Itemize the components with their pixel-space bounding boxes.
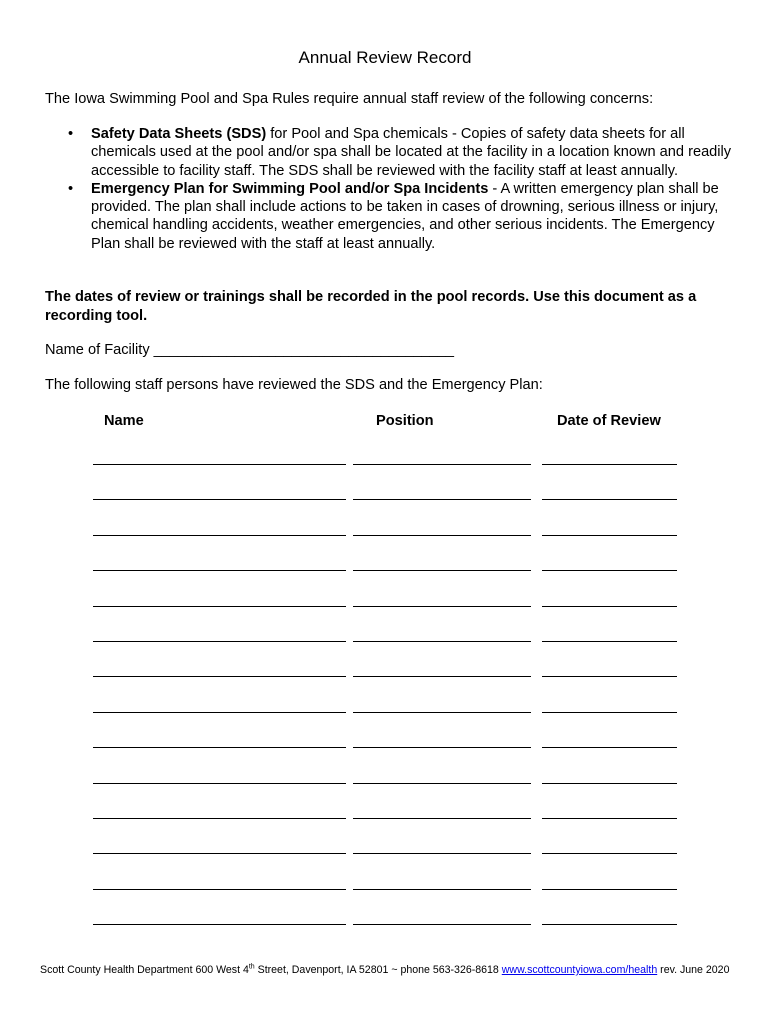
- name-blank[interactable]: [93, 783, 346, 784]
- position-blank[interactable]: [353, 676, 531, 677]
- table-row: [0, 676, 770, 711]
- table-row: [0, 535, 770, 570]
- bullet-icon: •: [68, 126, 74, 142]
- table-row: [0, 747, 770, 782]
- date-blank[interactable]: [542, 853, 677, 854]
- date-blank[interactable]: [542, 464, 677, 465]
- list-item-text: for Pool and Spa chemicals - Copies of safety data sheets for all chemicals used at the pool and/or spa shall be located at the facility in a location known and readily accessible to facility staff. The SDS shall be reviewed with the facility staff at least annually.: [91, 126, 732, 179]
- name-blank[interactable]: [93, 818, 346, 819]
- table-row: [0, 924, 770, 959]
- position-blank[interactable]: [353, 889, 531, 890]
- facility-blank[interactable]: _____________________________________: [153, 342, 454, 358]
- position-blank[interactable]: [353, 499, 531, 500]
- date-blank[interactable]: [542, 535, 677, 536]
- bullet-icon: •: [68, 180, 74, 197]
- date-blank[interactable]: [542, 747, 677, 748]
- footer-superscript: th: [248, 963, 255, 971]
- list-item-heading: Emergency Plan for Swimming Pool and/or Spa Incidents: [91, 180, 489, 197]
- table-row: [0, 783, 770, 818]
- date-blank[interactable]: [542, 889, 677, 890]
- name-blank[interactable]: [93, 889, 346, 890]
- name-blank[interactable]: [93, 641, 346, 642]
- name-blank[interactable]: [93, 606, 346, 607]
- table-row: [0, 464, 770, 499]
- position-blank[interactable]: [353, 783, 531, 784]
- name-blank[interactable]: [93, 676, 346, 677]
- position-blank[interactable]: [353, 924, 531, 925]
- position-blank[interactable]: [353, 641, 531, 642]
- date-blank[interactable]: [542, 712, 677, 713]
- table-row: [0, 606, 770, 641]
- staff-intro: The following staff persons have reviewed the SDS and the Emergency Plan:: [45, 377, 543, 393]
- table-row: [0, 712, 770, 747]
- footer-revision: rev. June 2020: [657, 964, 730, 976]
- name-blank[interactable]: [93, 853, 346, 854]
- position-blank[interactable]: [353, 853, 531, 854]
- list-item-emergency-plan: [45, 180, 735, 253]
- list-item-heading: Safety Data Sheets (SDS): [91, 126, 267, 142]
- date-blank[interactable]: [542, 676, 677, 677]
- footer-website-link[interactable]: www.scottcountyiowa.com/health: [501, 964, 658, 976]
- date-blank[interactable]: [542, 783, 677, 784]
- facility-name-field[interactable]: [45, 341, 735, 359]
- table-row: [0, 853, 770, 888]
- table-row: [0, 570, 770, 605]
- table-row: [0, 889, 770, 924]
- date-blank[interactable]: [542, 499, 677, 500]
- position-blank[interactable]: [353, 464, 531, 465]
- position-blank[interactable]: [353, 747, 531, 748]
- column-header-date: Date of Review: [557, 413, 661, 429]
- name-blank[interactable]: [93, 924, 346, 925]
- date-blank[interactable]: [542, 818, 677, 819]
- date-blank[interactable]: [542, 606, 677, 607]
- date-blank[interactable]: [542, 641, 677, 642]
- footer-address: Scott County Health Department 600 West 4: [40, 964, 249, 976]
- name-blank[interactable]: [93, 747, 346, 748]
- footer-address-rest: Street, Davenport, IA 52801 ~ phone 563-326-8618: [254, 964, 502, 976]
- page-title: Annual Review Record: [298, 48, 472, 67]
- table-row: [0, 818, 770, 853]
- intro-paragraph: The Iowa Swimming Pool and Spa Rules require annual staff review of the following concerns:: [45, 91, 654, 107]
- position-blank[interactable]: [353, 535, 531, 536]
- column-header-name: Name: [104, 413, 144, 429]
- date-blank[interactable]: [542, 570, 677, 571]
- page-footer: [40, 963, 730, 977]
- concerns-list: [45, 125, 735, 253]
- position-blank[interactable]: [353, 818, 531, 819]
- date-blank[interactable]: [542, 924, 677, 925]
- position-blank[interactable]: [353, 606, 531, 607]
- name-blank[interactable]: [93, 712, 346, 713]
- facility-label: Name of Facility: [45, 342, 154, 358]
- list-item-text: - A written emergency plan shall be provided. The plan shall include actions to be taken in cases of drowning, serious illness or injury, chemical handling accidents, weather emergencies, and other serious incidents. The Emergency Plan shall be reviewed with the staff at least annually.: [91, 180, 719, 252]
- name-blank[interactable]: [93, 499, 346, 500]
- table-row: [0, 641, 770, 676]
- list-item-sds: [45, 125, 735, 180]
- position-blank[interactable]: [353, 570, 531, 571]
- position-blank[interactable]: [353, 712, 531, 713]
- name-blank[interactable]: [93, 570, 346, 571]
- name-blank[interactable]: [93, 535, 346, 536]
- table-row: [0, 499, 770, 534]
- review-rows: [0, 464, 770, 959]
- column-header-position: Position: [376, 413, 434, 429]
- records-note: The dates of review or trainings shall be recorded in the pool records. Use this document as a recording tool.: [45, 289, 697, 324]
- name-blank[interactable]: [93, 464, 346, 465]
